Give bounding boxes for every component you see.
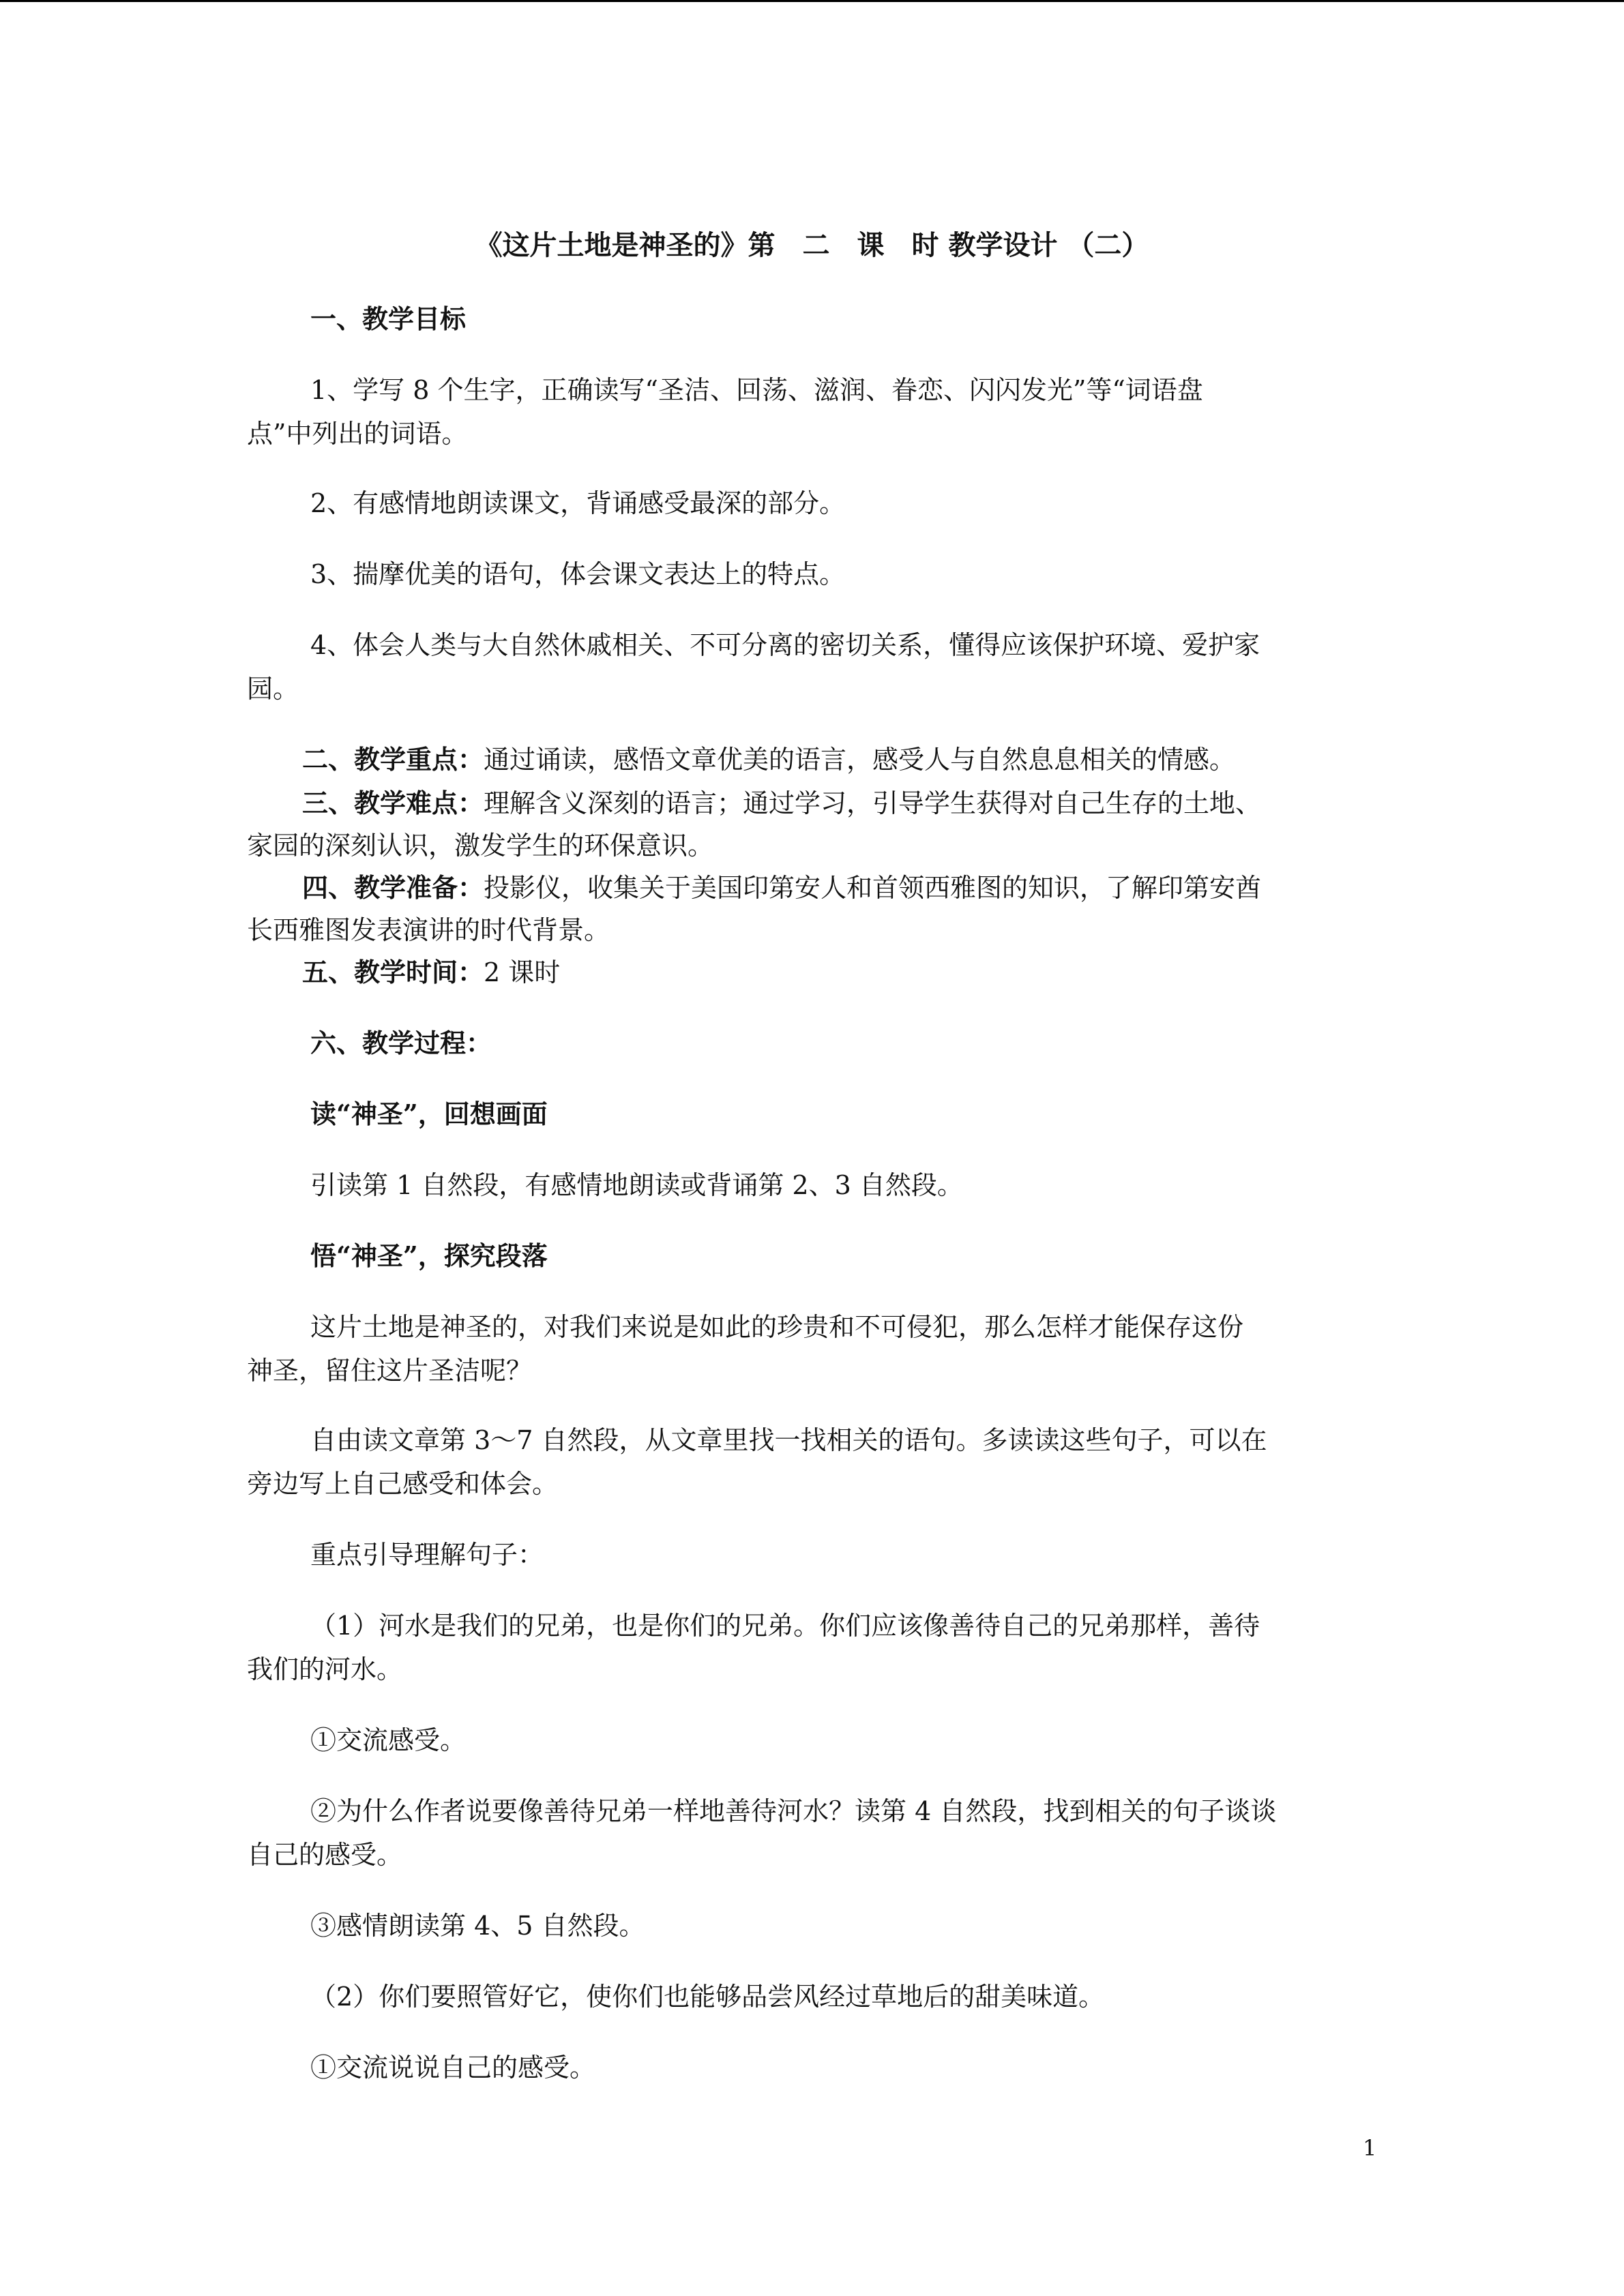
preparation-label: 四、教学准备： bbox=[302, 872, 484, 903]
para2-line1: 自由读文章第 3～7 自然段，从文章里找一找相关的语句。多读读这些句子，可以在 bbox=[310, 1425, 1267, 1455]
time-line bbox=[302, 956, 560, 989]
difficulty-label: 三、教学难点： bbox=[302, 788, 484, 818]
objective-1-line1: 1、学写 8 个生字，正确读写“圣洁、回荡、滋润、眷恋、闪闪发光”等“词语盘 bbox=[310, 375, 1203, 405]
objective-1-line2: 点”中列出的词语。 bbox=[247, 419, 468, 449]
section2-heading: 悟“神圣”，探究段落 bbox=[310, 1240, 548, 1271]
difficulty-line2: 家园的深刻认识，激发学生的环保意识。 bbox=[247, 831, 714, 861]
preparation-line bbox=[302, 871, 1261, 904]
section1-heading: 读“神圣”，回想画面 bbox=[310, 1099, 548, 1129]
item1-a: ①交流感受。 bbox=[310, 1725, 467, 1755]
focus-label: 二、教学重点： bbox=[302, 744, 484, 775]
objective-4-line1: 4、体会人类与大自然休戚相关、不可分离的密切关系，懂得应该保护环境、爱护家 bbox=[310, 630, 1260, 660]
difficulty-text: 理解含义深刻的语言；通过学习，引导学生获得对自己生存的土地、 bbox=[484, 788, 1262, 818]
focus-text: 通过诵读，感悟文章优美的语言，感受人与自然息息相关的情感。 bbox=[484, 745, 1236, 775]
item2-a: ①交流说说自己的感受。 bbox=[310, 2053, 596, 2083]
focus-line bbox=[302, 743, 1235, 776]
time-text: 2 课时 bbox=[484, 957, 561, 987]
para2-line2: 旁边写上自己感受和体会。 bbox=[247, 1469, 559, 1499]
preparation-text: 投影仪，收集关于美国印第安人和首领西雅图的知识，了解印第安酋 bbox=[484, 873, 1262, 903]
time-label: 五、教学时间： bbox=[302, 957, 484, 987]
objective-3: 3、揣摩优美的语句，体会课文表达上的特点。 bbox=[310, 559, 846, 589]
objectives-heading: 一、教学目标 bbox=[310, 303, 467, 334]
para3: 重点引导理解句子： bbox=[310, 1540, 544, 1570]
preparation-line2: 长西雅图发表演讲的时代背景。 bbox=[247, 915, 610, 945]
item1-line2: 我们的河水。 bbox=[247, 1654, 403, 1684]
item2: （2）你们要照管好它，使你们也能够品尝风经过草地后的甜美味道。 bbox=[310, 1982, 1105, 2012]
top-border-rule bbox=[0, 0, 1624, 2]
para1-line1: 这片土地是神圣的，对我们来说是如此的珍贵和不可侵犯，那么怎样才能保存这份 bbox=[310, 1312, 1244, 1342]
objective-4-line2: 园。 bbox=[247, 674, 299, 704]
item1-line1: （1）河水是我们的兄弟，也是你们的兄弟。你们应该像善待自己的兄弟那样，善待 bbox=[310, 1611, 1260, 1641]
objective-2: 2、有感情地朗读课文，背诵感受最深的部分。 bbox=[310, 488, 846, 518]
page-number: 1 bbox=[1363, 2135, 1377, 2161]
difficulty-line bbox=[302, 787, 1261, 820]
section1-text: 引读第 1 自然段，有感情地朗读或背诵第 2、3 自然段。 bbox=[310, 1170, 963, 1200]
para1-line2: 神圣，留住这片圣洁呢？ bbox=[247, 1356, 533, 1386]
item1-b-line1: ②为什么作者说要像善待兄弟一样地善待河水？读第 4 自然段，找到相关的句子谈谈 bbox=[310, 1796, 1277, 1826]
item1-c: ③感情朗读第 4、5 自然段。 bbox=[310, 1911, 645, 1941]
item1-b-line2: 自己的感受。 bbox=[247, 1840, 403, 1870]
document-title: 《这片土地是神圣的》第 二 课 时 教学设计 （二） bbox=[475, 229, 1149, 261]
process-heading: 六、教学过程： bbox=[310, 1028, 492, 1058]
